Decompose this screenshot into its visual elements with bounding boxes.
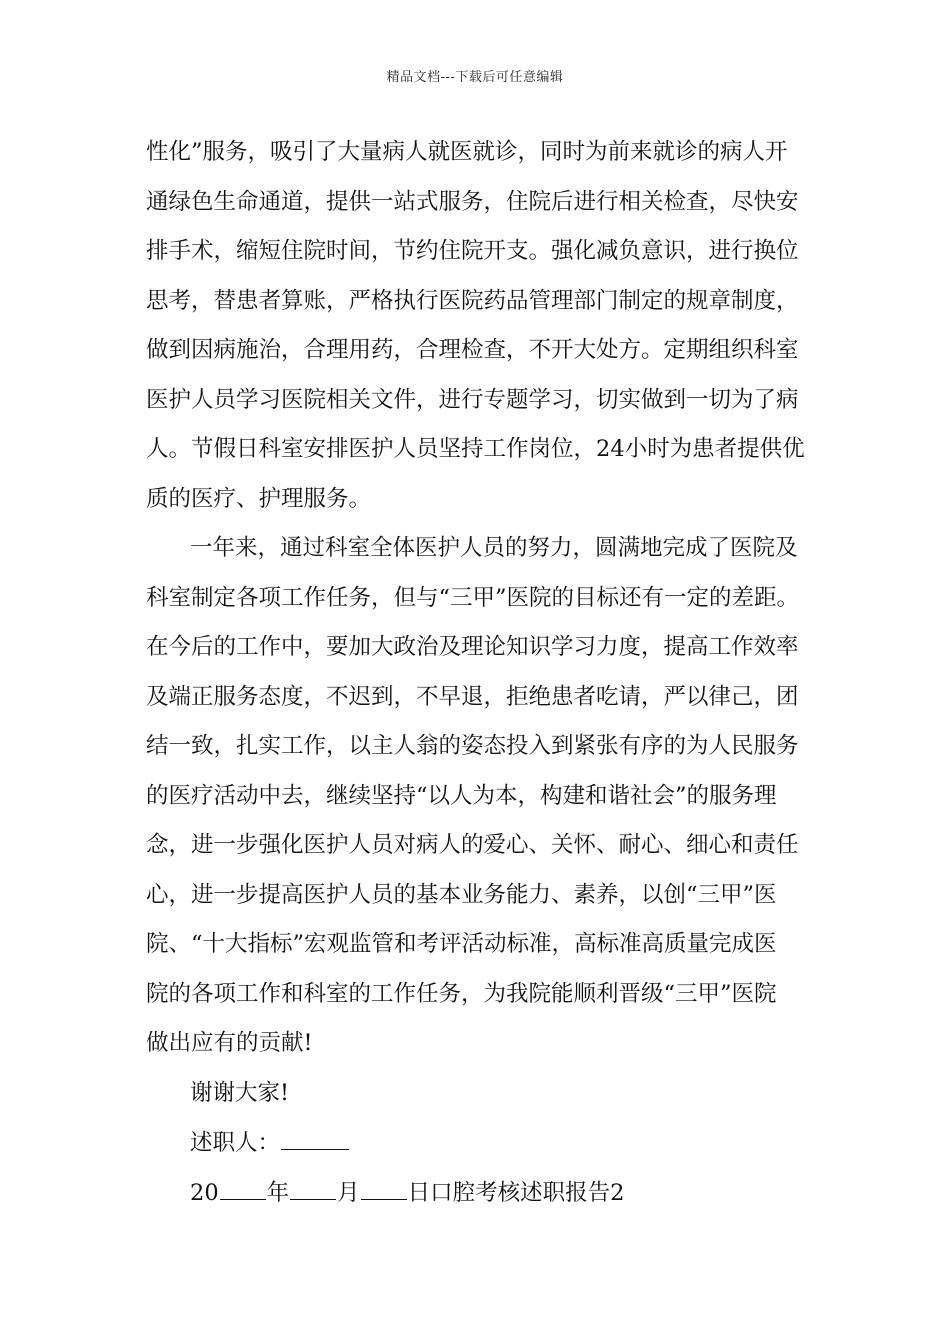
signer-line: [190, 1127, 350, 1158]
paragraph-line: 及端正服务态度，不迟到，不早退，拒绝患者吃请，严以律己，团: [146, 684, 799, 710]
signer-label: 述职人：: [190, 1130, 281, 1156]
date-year-prefix: 20: [190, 1180, 219, 1206]
paragraph-line: 心，进一步提高医护人员的基本业务能力、素养，以创“三甲”医: [146, 882, 777, 908]
paragraph-line: 做出应有的贡献!: [146, 1030, 313, 1056]
month-blank: [290, 1177, 336, 1200]
date-year-label: 年: [266, 1180, 290, 1206]
paragraph-line: 质的医疗、护理服务。: [146, 486, 372, 512]
paragraph-line: 人。节假日科室安排医护人员坚持工作岗位，24小时为患者提供优: [146, 436, 805, 462]
thanks-line: 谢谢大家!: [190, 1080, 290, 1106]
day-blank: [361, 1177, 407, 1200]
paragraph-line: 思考，替患者算账，严格执行医院药品管理部门制定的规章制度，: [146, 288, 799, 314]
page-header: 精品文档---下载后可任意编辑: [386, 70, 564, 85]
signer-blank: [281, 1127, 349, 1150]
paragraph-line: 的医疗活动中去，继续坚持“以人为本，构建和谐社会”的服务理: [146, 783, 777, 809]
date-day-title: 日口腔考核述职报告2: [407, 1180, 625, 1206]
paragraph-line: 院的各项工作和科室的工作任务，为我院能顺利晋级“三甲”医院: [146, 981, 777, 1007]
paragraph-line: 性化”服务，吸引了大量病人就医就诊，同时为前来就诊的病人开: [146, 139, 788, 165]
date-month-label: 月: [337, 1180, 360, 1206]
paragraph-line: 结一致，扎实工作，以主人翁的姿态投入到紧张有序的为人民服务: [146, 733, 799, 759]
paragraph-line: 排手术，缩短住院时间，节约住院开支。强化减负意识，进行换位: [146, 238, 799, 264]
paragraph-line: 做到因病施治，合理用药，合理检查，不开大处方。定期组织科室: [146, 337, 799, 363]
paragraph-line: 在今后的工作中，要加大政治及理论知识学习力度，提高工作效率: [146, 634, 799, 660]
year-blank: [220, 1177, 266, 1200]
paragraph-line: 一年来，通过科室全体医护人员的努力，圆满地完成了医院及: [190, 535, 798, 561]
paragraph-line: 科室制定各项工作任务，但与“三甲”医院的目标还有一定的差距。: [146, 585, 800, 611]
paragraph-line: 通绿色生命通道，提供一站式服务，住院后进行相关检查，尽快安: [146, 189, 799, 215]
paragraph-line: 院、“十大指标”宏观监管和考评活动标准，高标准高质量完成医: [146, 931, 777, 957]
date-title-line: [190, 1177, 625, 1208]
paragraph-line: 医护人员学习医院相关文件，进行专题学习，切实做到一切为了病: [146, 387, 799, 413]
paragraph-line: 念，进一步强化医护人员对病人的爱心、关怀、耐心、细心和责任: [146, 832, 799, 858]
